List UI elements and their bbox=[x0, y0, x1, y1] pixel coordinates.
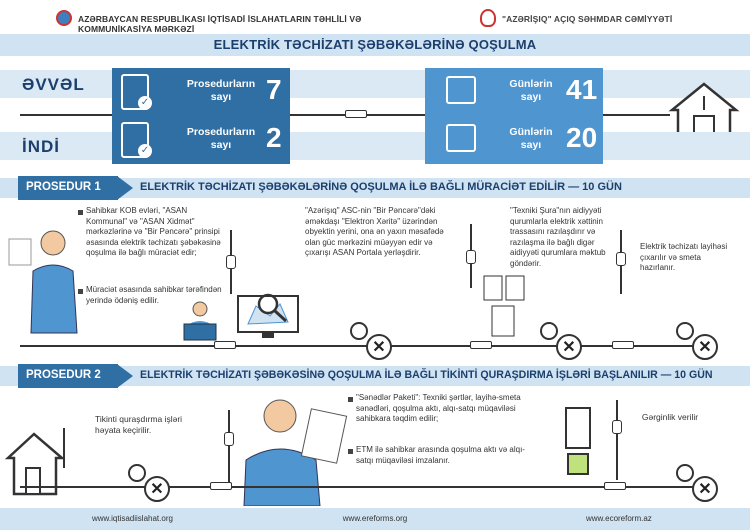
procedure1-col4: Elektrik təchizatı layihəsi çıxarılır və smeta hazırlanır. bbox=[640, 242, 728, 273]
now-days-label: Günlərin sayı bbox=[509, 126, 553, 151]
cancel-icon: ✕ bbox=[692, 334, 718, 360]
procedure1-col1-bullet2: Müraciət əsasında sahibkar tərəfindən yerində ödəniş edilir. bbox=[86, 285, 222, 305]
now-procedures-label: Prosedurların sayı bbox=[186, 126, 256, 151]
before-plug-icon bbox=[345, 110, 367, 118]
plug-icon bbox=[612, 341, 634, 349]
manager-icon bbox=[240, 394, 350, 506]
worker-avatar bbox=[350, 322, 368, 340]
connector-node bbox=[226, 255, 236, 269]
cancel-icon: ✕ bbox=[692, 476, 718, 502]
now-procedures-value: 2 bbox=[266, 122, 282, 153]
procedure2-tag: PROSEDUR 2 bbox=[26, 369, 101, 381]
before-days-value: 41 bbox=[566, 74, 598, 105]
footer-link-2[interactable]: www.ereforms.org bbox=[342, 514, 408, 523]
header-left-emblem bbox=[56, 10, 72, 26]
worker-avatar bbox=[128, 464, 146, 482]
checkmark-icon: ✓ bbox=[138, 96, 152, 110]
calendar-icon bbox=[446, 76, 476, 104]
plug-icon bbox=[604, 482, 626, 490]
procedure1-title: ELEKTRİK TƏCHİZATI ŞƏBƏKƏLƏRİNƏ QOŞULMA İLƏ BAĞLI MÜRACİƏT EDİLİR — 10 GÜN bbox=[140, 181, 622, 193]
connector-node bbox=[612, 420, 622, 434]
magnifier-icon bbox=[254, 292, 290, 324]
procedure1-arrow bbox=[117, 176, 133, 200]
documents-icon bbox=[480, 272, 530, 342]
connector bbox=[616, 400, 618, 480]
bullet-icon bbox=[348, 449, 353, 454]
bullet-icon bbox=[78, 289, 83, 294]
cancel-icon: ✕ bbox=[144, 476, 170, 502]
connector-node bbox=[466, 250, 476, 264]
procedure2-col2-bullet1: "Sənədlər Paketi": Texniki şərtlər, layihə-smeta sənədləri, qoşulma aktı, alqı-satqı müqaviləsi sahibkara təqdim edilir; bbox=[356, 393, 521, 424]
worker-avatar bbox=[676, 322, 694, 340]
footer-link-3[interactable]: www.ecoreform.az bbox=[586, 514, 652, 523]
procedure1-col2: "Azərişıq" ASC-nin "Bir Pəncərə"dəki əməkdaşı "Elektron Xəritə" üzərindən obyektin yerini, ona ən yaxın məsafədə olan güc mərkəzini müəyyən edir və çıxarışı ASAN Portala yerləşdirir. bbox=[305, 206, 444, 258]
before-label: ƏVVƏL bbox=[22, 75, 85, 94]
worker-avatar bbox=[540, 322, 558, 340]
procedure2-col1: Tikinti quraşdırma işləri həyata keçirilir. bbox=[95, 414, 183, 435]
connector-node bbox=[616, 252, 626, 266]
plug-icon bbox=[470, 341, 492, 349]
now-label: İNDİ bbox=[22, 137, 60, 156]
cancel-icon: ✕ bbox=[366, 334, 392, 360]
lightbulb-icon bbox=[548, 398, 608, 488]
procedure1-line bbox=[20, 345, 710, 347]
connector-node bbox=[224, 432, 234, 446]
footer-link-1[interactable]: www.iqtisadiislahat.org bbox=[92, 514, 173, 523]
header-right-org: "AZƏRİŞIQ" AÇIQ SƏHMDAR CƏMİYYƏTİ bbox=[502, 14, 673, 24]
businessman-icon bbox=[5, 225, 85, 335]
procedure1-col3: "Texniki Şura"nın aidiyyəti qurumlarla elektrik xəttinin trassasını razılaşdırır və razılaşma ilə bağlı digər aidiyyəti qurumlara məktub göndərir. bbox=[510, 206, 606, 268]
before-days-label: Günlərin sayı bbox=[509, 78, 553, 103]
plug-icon bbox=[214, 341, 236, 349]
worker-avatar bbox=[676, 464, 694, 482]
cancel-icon: ✕ bbox=[556, 334, 582, 360]
procedure2-arrow bbox=[117, 364, 133, 388]
page-title: ELEKTRİK TƏCHİZATI ŞƏBƏKƏLƏRİNƏ QOŞULMA bbox=[213, 37, 537, 52]
procedure2-col2-bullet2: ETM ilə sahibkar arasında qoşulma aktı və alqı-satqı müqaviləsi imzalanır. bbox=[356, 445, 525, 465]
plug-icon bbox=[210, 482, 232, 490]
header-right-logo bbox=[480, 9, 496, 27]
before-procedures-value: 7 bbox=[266, 74, 282, 105]
procedure1-tag: PROSEDUR 1 bbox=[26, 181, 101, 193]
checkmark-icon: ✓ bbox=[138, 144, 152, 158]
laptop-user-icon bbox=[178, 300, 222, 346]
calendar-icon bbox=[446, 124, 476, 152]
connector bbox=[228, 410, 230, 488]
bullet-icon bbox=[348, 397, 353, 402]
procedure1-col1-bullet1: Sahibkar KOB evləri, "ASAN Kommunal" və "ASAN Xidmət" mərkəzlərinə və "Bir Pəncərə" prinsipi əsasında elektrik təchizatı şəbəkəsinə qoşulma ilə bağlı müraciət edir; bbox=[86, 206, 221, 258]
header-left-org: AZƏRBAYCAN RESPUBLİKASI İQTİSADİ İSLAHATLARIN TƏHLİLİ VƏ KOMMUNİKASİYA MƏRKƏZİ bbox=[78, 14, 362, 34]
before-procedures-label: Prosedurların sayı bbox=[186, 78, 256, 103]
bullet-icon bbox=[78, 210, 83, 215]
now-days-value: 20 bbox=[566, 122, 598, 153]
procedure2-title: ELEKTRİK TƏCHİZATI ŞƏBƏKƏSİNƏ QOŞULMA İLƏ BAĞLI TİKİNTİ QURAŞDIRMA İŞLƏRİ BAŞLANILIR — 10 GÜN bbox=[140, 369, 713, 381]
procedure2-col3: Gərginlik verilir bbox=[641, 412, 699, 422]
